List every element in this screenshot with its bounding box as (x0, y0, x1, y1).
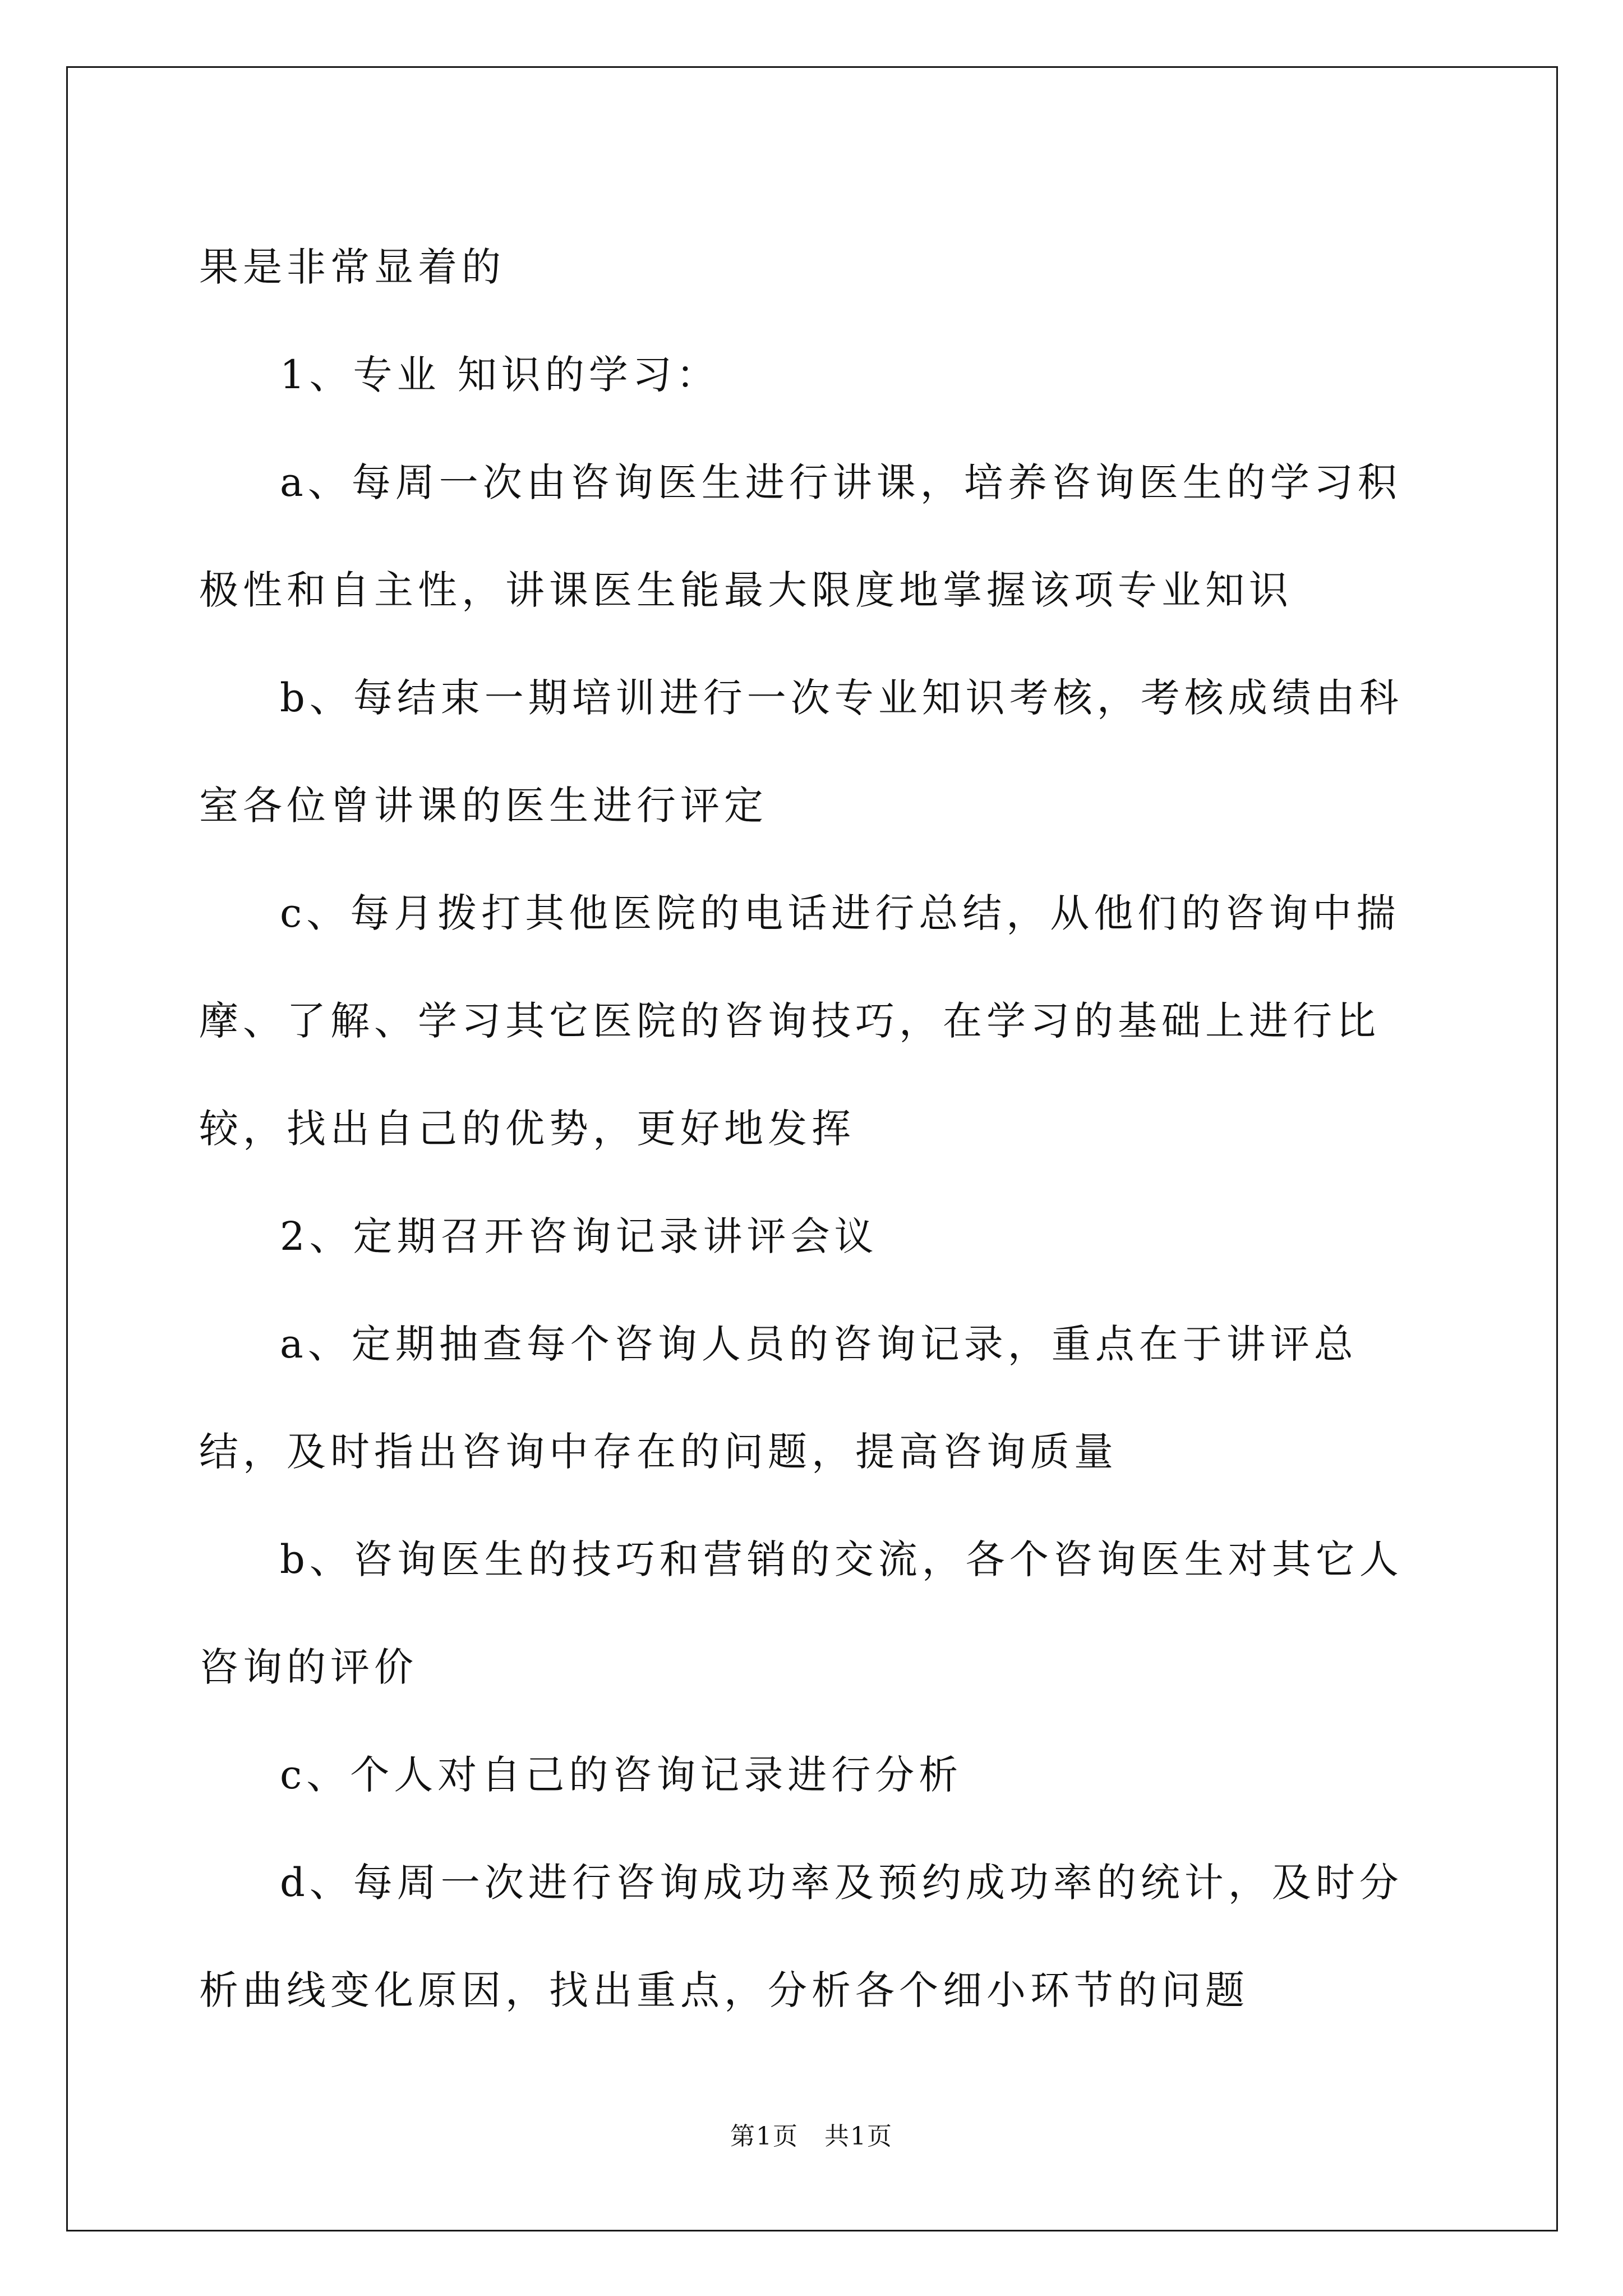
document-body (199, 213, 1433, 2044)
paragraph-item-b-assessment: b、每结束一期培训进行一次专业知识考核，考核成绩由科室各位曾讲课的医生进行评定 (199, 675, 1403, 829)
paragraph-item-a-spot-check: a、定期抽查每个咨询人员的咨询记录，重点在于讲评总结，及时指出咨询中存在的问题，提高咨询质量 (199, 1321, 1358, 1475)
paragraph-item-d-statistics: d、每周一次进行咨询成功率及预约成功率的统计，及时分析曲线变化原因，找出重点，分析各个细小环节的问题 (199, 1860, 1403, 2013)
paragraph-continuation: 果是非常显着的 (199, 244, 505, 290)
paragraph-item-b-exchange: b、咨询医生的技巧和营销的交流，各个咨询医生对其它人咨询的评价 (199, 1536, 1403, 1690)
heading-professional-knowledge: 1、专业 知识的学习： (280, 352, 720, 398)
page-number-footer: 第1页 共1页 (730, 2122, 893, 2151)
heading-record-review-meeting: 2、定期召开咨询记录讲评会议 (280, 1213, 878, 1259)
paragraph-item-c-self-analysis: c、个人对自己的咨询记录进行分析 (280, 1752, 963, 1798)
paragraph-item-c-phone-calls: c、每月拨打其他医院的电话进行总结，从他们的咨询中揣摩、了解、学习其它医院的咨询技巧，在学习的基础上进行比较，找出自己的优势，更好地发挥 (199, 890, 1400, 1152)
paragraph-item-a-lectures: a、每周一次由咨询医生进行讲课，培养咨询医生的学习积极性和自主性，讲课医生能最大限度地掌握该项专业知识 (199, 459, 1401, 613)
